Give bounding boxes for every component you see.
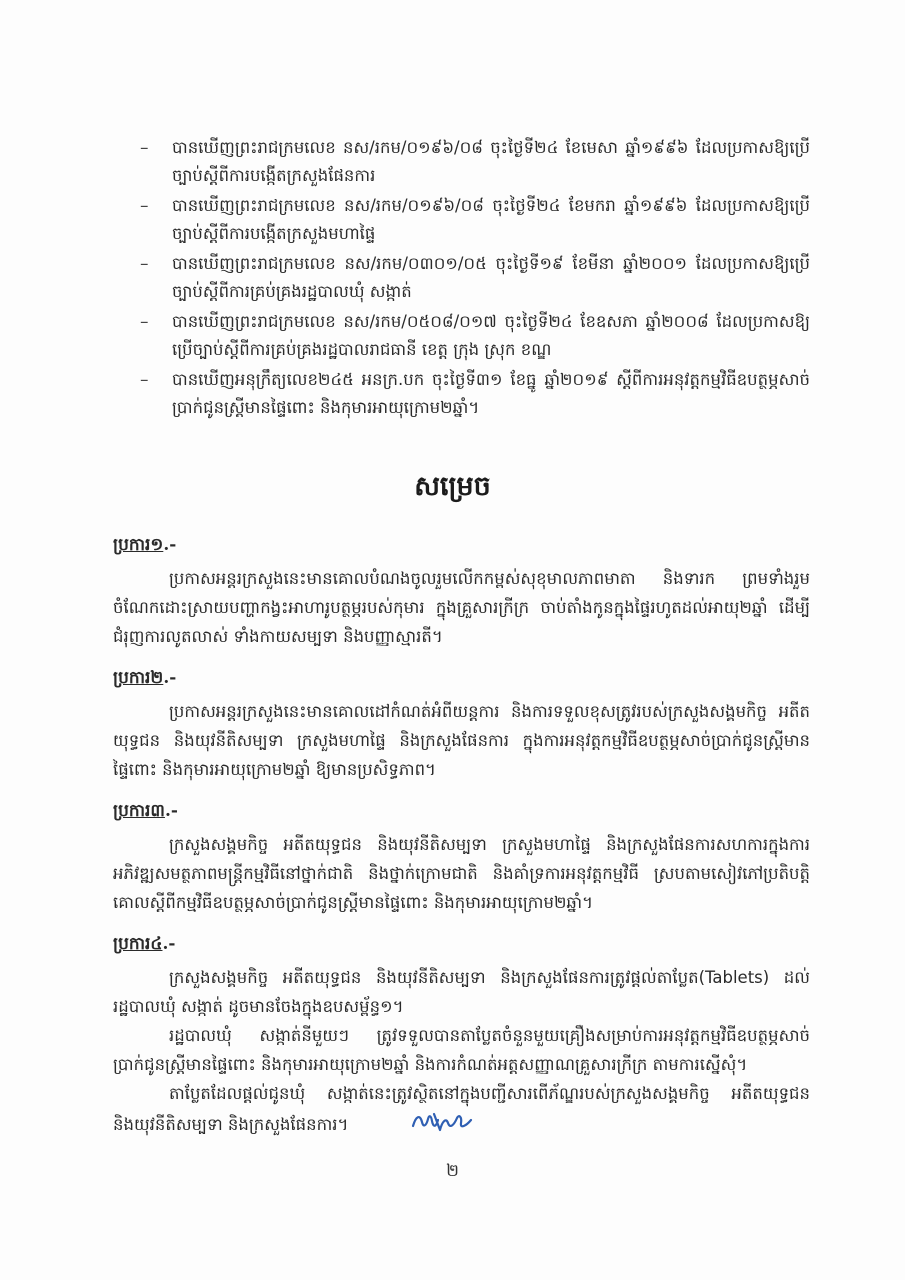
article-title <box>113 530 810 560</box>
article-title-suffix: .- <box>164 801 178 821</box>
article-4 <box>113 929 810 1143</box>
handwritten-initials-icon <box>354 1108 474 1143</box>
article-3 <box>113 796 810 917</box>
dash-bullet: – <box>140 138 149 158</box>
preamble-text: បានឃើញព្រះរាជក្រមលេខ នស/រកម/០១៩៦/០៨ ចុះថ្ងៃទី២៤ ខែមេសា ឆ្នាំ១៩៩៦ ដែលប្រកាសឱ្យប្រើច្បាប់ស្តីពីការបង្កើតក្រសួងផែនការ <box>172 138 810 185</box>
preamble-text: បានឃើញព្រះរាជក្រមលេខ នស/រកម/០៥០៨/០១៧ ចុះថ្ងៃទី២៤ ខែឧសភា ឆ្នាំ២០០៨ ដែលប្រកាសឱ្យប្រើច្បាប់ស្តីពីការគ្រប់គ្រងរដ្ឋបាលរាជធានី ខេត្ត ក្រុង ស្រុក ខណ្ឌ <box>172 312 810 359</box>
preamble-item <box>140 192 810 248</box>
article-paragraph <box>113 1079 810 1143</box>
preamble-item <box>140 366 810 422</box>
article-title-suffix: .- <box>163 535 177 555</box>
article-title <box>113 663 810 693</box>
preamble-item <box>140 250 810 306</box>
decision-heading: សម្រេច <box>414 471 491 502</box>
article-title-text: ប្រការ៣ <box>113 801 165 821</box>
article-title <box>113 796 810 826</box>
article-title-text: ប្រការ៤ <box>113 934 163 954</box>
page-number: ២ <box>446 1161 459 1181</box>
preamble-list <box>140 134 810 424</box>
article-title-suffix: .- <box>163 668 177 688</box>
article-paragraph-text: តាប្លែតដែលផ្តល់ជូនឃុំ សង្កាត់នេះត្រូវស្ថិតនៅក្នុងបញ្ជីសារពើភ័ណ្ឌរបស់ក្រសួងសង្គមកិច្ច អតីតយុទ្ធជន និងយុវនីតិសម្បទា និងក្រសួងផែនការ។ <box>113 1084 810 1134</box>
dash-bullet: – <box>140 370 149 390</box>
preamble-text: បានឃើញព្រះរាជក្រមលេខ នស/រកម/០១៩៦/០៨ ចុះថ្ងៃទី២៤ ខែមករា ឆ្នាំ១៩៩៦ ដែលប្រកាសឱ្យប្រើច្បាប់ស្តីពីការបង្កើតក្រសួងមហាផ្ទៃ <box>172 196 810 243</box>
article-2 <box>113 663 810 784</box>
dash-bullet: – <box>140 312 149 332</box>
preamble-item <box>140 134 810 190</box>
dash-bullet: – <box>140 254 149 274</box>
article-title-text: ប្រការ១ <box>113 535 164 555</box>
article-paragraph: ប្រកាសអន្តរក្រសួងនេះមានគោលដៅកំណត់អំពីយន្តការ និងការទទួលខុសត្រូវរបស់ក្រសួងសង្គមកិច្ច អតីតយុទ្ធជន និងយុវនីតិសម្បទា ក្រសួងមហាផ្ទៃ និងក្រសួងផែនការ ក្នុងការអនុវត្តកម្មវិធីឧបត្ថម្ភសាច់ប្រាក់ជូនស្ត្រីមានផ្ទៃពោះ និងកុមារអាយុក្រោម២ឆ្នាំ ឱ្យមានប្រសិទ្ធភាព។ <box>113 702 810 779</box>
article-paragraph: រដ្ឋបាលឃុំ សង្កាត់នីមួយៗ ត្រូវទទួលបានតាប្លែតចំនួនមួយគ្រឿងសម្រាប់ការអនុវត្តកម្មវិធីឧបត្ថម្ភសាច់ប្រាក់ជូនស្ត្រីមានផ្ទៃពោះ និងកុមារអាយុក្រោម២ឆ្នាំ និងការកំណត់អត្តសញ្ញាណគ្រួសារក្រីក្រ តាមការស្នើសុំ។ <box>113 1026 810 1074</box>
dash-bullet: – <box>140 196 149 216</box>
article-title-suffix: .- <box>162 934 176 954</box>
article-title-text: ប្រការ២ <box>113 668 164 688</box>
article-paragraph: ក្រសួងសង្គមកិច្ច អតីតយុទ្ធជន និងយុវនីតិសម្បទា និងក្រសួងផែនការត្រូវផ្តល់តាប្លែត(Tablets) ដល់រដ្ឋបាលឃុំ សង្កាត់ ដូចមានចែងក្នុងឧបសម្ព័ន្ធ១។ <box>113 968 810 1016</box>
preamble-text: បានឃើញអនុក្រឹត្យលេខ២៤៥ អនក្រ.បក ចុះថ្ងៃទី៣១ ខែធ្នូ ឆ្នាំ២០១៩ ស្តីពីការអនុវត្តកម្មវិធីឧបត្ថម្ភសាច់ប្រាក់ជូនស្ត្រីមានផ្ទៃពោះ និងកុមារអាយុក្រោម២ឆ្នាំ។ <box>172 370 810 417</box>
articles-section <box>113 530 810 1155</box>
article-paragraph: ក្រសួងសង្គមកិច្ច អតីតយុទ្ធជន និងយុវនីតិសម្បទា ក្រសួងមហាផ្ទៃ និងក្រសួងផែនការសហការក្នុងការអភិវឌ្ឍសមត្ថភាពមន្ត្រីកម្មវិធីនៅថ្នាក់ជាតិ និងថ្នាក់ក្រោមជាតិ និងគាំទ្រការអនុវត្តកម្មវិធី ស្របតាមសៀវភៅប្រតិបត្តិគោលស្តីពីកម្មវិធីឧបត្ថម្ភសាច់ប្រាក់ជូនស្ត្រីមានផ្ទៃពោះ និងកុមារអាយុក្រោម២ឆ្នាំ។ <box>113 835 810 912</box>
preamble-text: បានឃើញព្រះរាជក្រមលេខ នស/រកម/០៣០១/០៥ ចុះថ្ងៃទី១៩ ខែមីនា ឆ្នាំ២០០១ ដែលប្រកាសឱ្យប្រើច្បាប់ស្តីពីការគ្រប់គ្រងរដ្ឋបាលឃុំ សង្កាត់ <box>172 254 810 301</box>
article-1 <box>113 530 810 651</box>
preamble-item <box>140 308 810 364</box>
article-title <box>113 929 810 959</box>
article-paragraph: ប្រកាសអន្តរក្រសួងនេះមានគោលបំណងចូលរួមលើកកម្ពស់សុខុមាលភាពមាតា និងទារក ព្រមទាំងរួមចំណែកដោះស្រាយបញ្ហាកង្វះអាហារូបត្ថម្ភរបស់កុមារ ក្នុងគ្រួសារក្រីក្រ ចាប់តាំងកូនក្នុងផ្ទៃរហូតដល់អាយុ២ឆ្នាំ ដើម្បីជំរុញការលូតលាស់ ទាំងកាយសម្បទា និងបញ្ញាស្មារតី។ <box>113 569 810 646</box>
